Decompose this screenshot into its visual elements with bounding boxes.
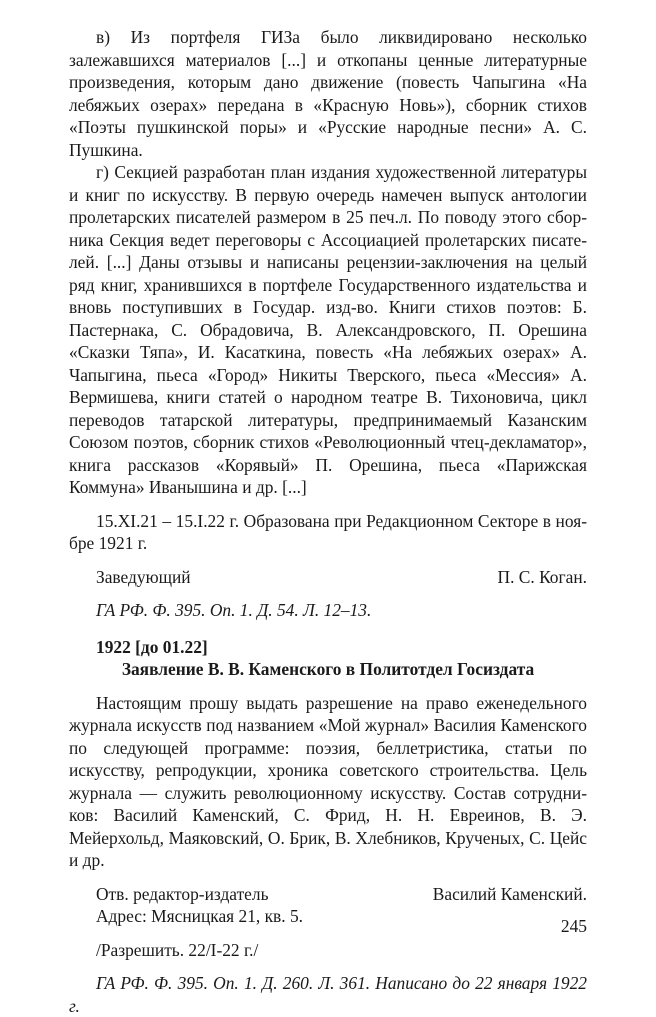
signature-row-1 (69, 566, 587, 589)
signature-role: Заведующий (96, 566, 191, 587)
editor-name: Василий Каменский. (432, 883, 587, 904)
page-body (69, 26, 587, 1017)
document-date: 1922 [до 01.22] (96, 636, 208, 657)
paragraph-g: г) Секцией разработан план издания художественной литературы и книг по искусству. В первую очередь намечен выпуск антологии пролетарских писателей размером в 25 печ.л. По поводу этого сборника Секция ведет переговоры с Ассоциацией пролетарских писателей. [...] Даны отзывы и написаны рецензии-заключения на целый ряд книг, хранившихся в портфеле Государственного издательства и вновь поступивших в Государ. изд-во. Книги стихов поэтов: Б. Пастернака, С. Обрадовича, В. Александровского, П. Орешина «Сказки Тяпа», И. Касаткина, повесть «На лебяжьих озерах» А. Чапыгина, пьеса «Город» Никиты Тверского, пьеса «Мессия» А. Вермишева, книги статей о народном театре В. Тихоновича, цикл переводов татарской литературы, предпринимаемый Казанским Союзом поэтов, сборник стихов «Революционный чтец-декламатор», книга рассказов «Корявый» П. Орешина, пьеса «Парижская Коммуна» Иванышина и др. [...] (69, 162, 587, 497)
resolution-line: /Разрешить. 22/I-22 г./ (96, 939, 259, 960)
archive-source-2: ГА РФ. Ф. 395. Оп. 1. Д. 260. Л. 361. Написано до 22 января 1922 г. (69, 973, 587, 1016)
address-line: Адрес: Мясницкая 21, кв. 5. (96, 906, 303, 926)
archive-source-1: ГА РФ. Ф. 395. Оп. 1. Д. 54. Л. 12–13. (96, 600, 372, 620)
signature-name: П. С. Коган. (497, 566, 587, 587)
paragraph-date-note: 15.XI.21 – 15.I.22 г. Образована при Редакционном Секторе в ноябре 1921 г. (69, 510, 587, 553)
signature-row-2 (69, 883, 587, 906)
paragraph-v: в) Из портфеля ГИЗа было ликвидировано несколько залежавшихся материалов [...] и откопаны ценные литературные произведения, которым дано движение (повесть Чапыгина «На лебяжьих озерах» передана в «Красную Новь»), сборник стихов «Поэты пушкинской поры» и «Русские народные песни» А. С. Пушкина. (69, 27, 587, 160)
document-title: Заявление В. В. Каменского в Политотдел Госиздата (121, 659, 535, 679)
statement-body: Настоящим прошу выдать разрешение на право еженедельного журнала искусств под названием «Мой журнал» Василия Каменского по следующей программе: поэзия, беллетристика, статьи по искусству, репродукции, хроника советского строительства. Цель журнала — служить революционному искусству. Состав сотрудников: Василий Каменский, С. Фрид, Н. Н. Евреинов, В. Э. Мейерхольд, Маяковский, О. Брик, В. Хлебников, Крученых, С. Цейс и др. (69, 692, 587, 870)
editor-role: Отв. редактор-издатель (96, 883, 269, 904)
page-number: 245 (560, 916, 587, 936)
